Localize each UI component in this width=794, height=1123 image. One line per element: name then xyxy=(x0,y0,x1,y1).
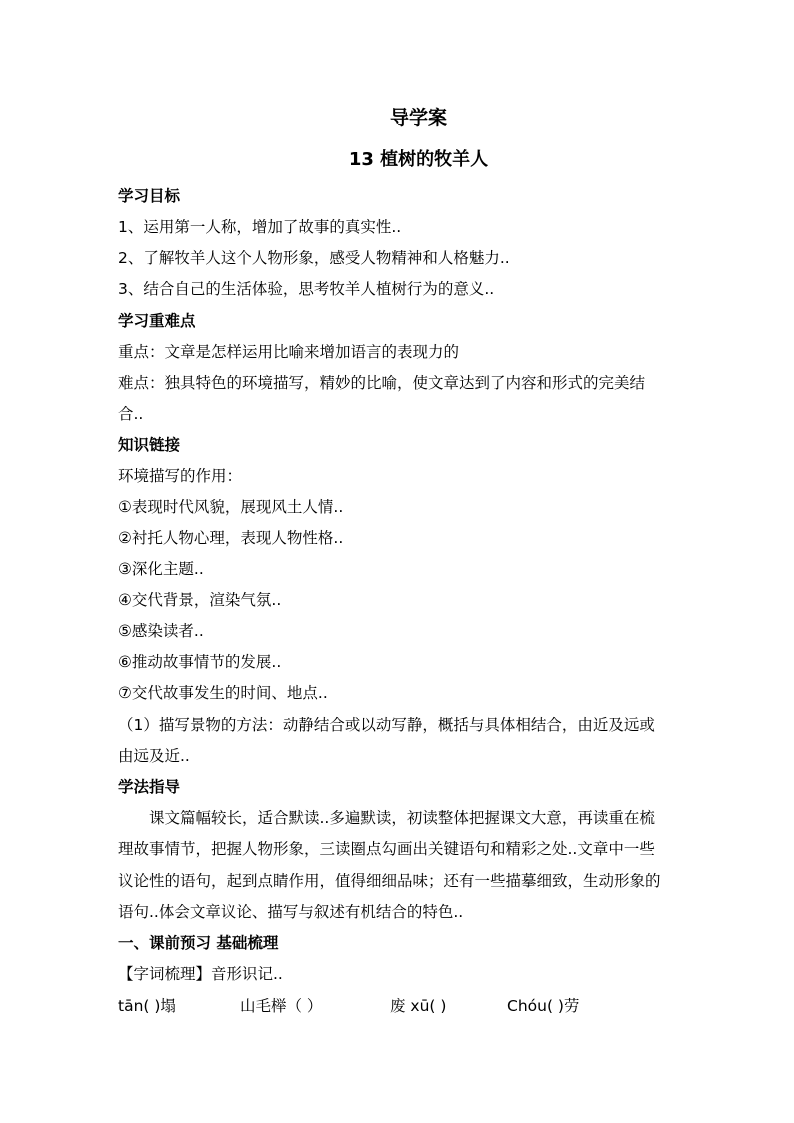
vocab-item: 废 xū( ) xyxy=(390,997,447,1015)
key-heading: 学习重难点 xyxy=(118,312,196,330)
vocab-label: 【字词梳理】音形识记.. xyxy=(118,965,283,983)
doc-title: 导学案 xyxy=(389,107,447,129)
guide-line: 理故事情节，把握人物形象，三读圈点勾画出关键语句和精彩之处..文章中一些 xyxy=(118,840,655,858)
lesson-title: 13 植树的牧羊人 xyxy=(348,149,489,170)
function-item: ⑥推动故事情节的发展.. xyxy=(118,653,282,671)
method-line: （1）描写景物的方法：动静结合或以动写静，概括与具体相结合，由近及远或 xyxy=(118,716,655,734)
guide-heading: 学法指导 xyxy=(118,778,181,796)
goals-heading: 学习目标 xyxy=(118,187,181,205)
function-item: ③深化主题.. xyxy=(118,560,204,578)
vocab-item: 山毛榉（ ） xyxy=(240,997,323,1015)
goal-item: 1、运用第一人称，增加了故事的真实性.. xyxy=(118,218,402,236)
vocab-item: tān( )塌 xyxy=(118,997,176,1015)
guide-line: 语句..体会文章议论、描写与叙述有机结合的特色.. xyxy=(118,903,464,921)
function-item: ④交代背景，渲染气氛.. xyxy=(118,591,282,609)
link-intro: 环境描写的作用： xyxy=(118,467,243,485)
function-item: ⑦交代故事发生的时间、地点.. xyxy=(118,684,328,702)
difficulty-line: 合.. xyxy=(118,405,144,423)
goal-item: 3、结合自己的生活体验，思考牧羊人植树行为的意义.. xyxy=(118,280,495,298)
guide-line: 议论性的语句，起到点睛作用，值得细细品味；还有一些描摹细致，生动形象的 xyxy=(118,872,661,890)
section1-heading: 一、课前预习 基础梳理 xyxy=(118,934,279,952)
guide-line: 课文篇幅较长，适合默读..多遍默读，初读整体把握课文大意，再读重在梳 xyxy=(149,809,655,827)
goal-item: 2、了解牧羊人这个人物形象，感受人物精神和人格魅力.. xyxy=(118,249,510,267)
difficulty-line: 难点：独具特色的环境描写，精妙的比喻，使文章达到了内容和形式的完美结 xyxy=(118,374,646,392)
function-item: ②衬托人物心理，表现人物性格.. xyxy=(118,529,344,547)
link-heading: 知识链接 xyxy=(118,436,181,454)
vocab-item: Chóu( )劳 xyxy=(507,997,580,1015)
function-item: ⑤感染读者.. xyxy=(118,622,204,640)
function-item: ①表现时代风貌，展现风土人情.. xyxy=(118,498,344,516)
method-line: 由远及近.. xyxy=(118,747,190,765)
key-point: 重点：文章是怎样运用比喻来增加语言的表现力的 xyxy=(118,343,460,361)
